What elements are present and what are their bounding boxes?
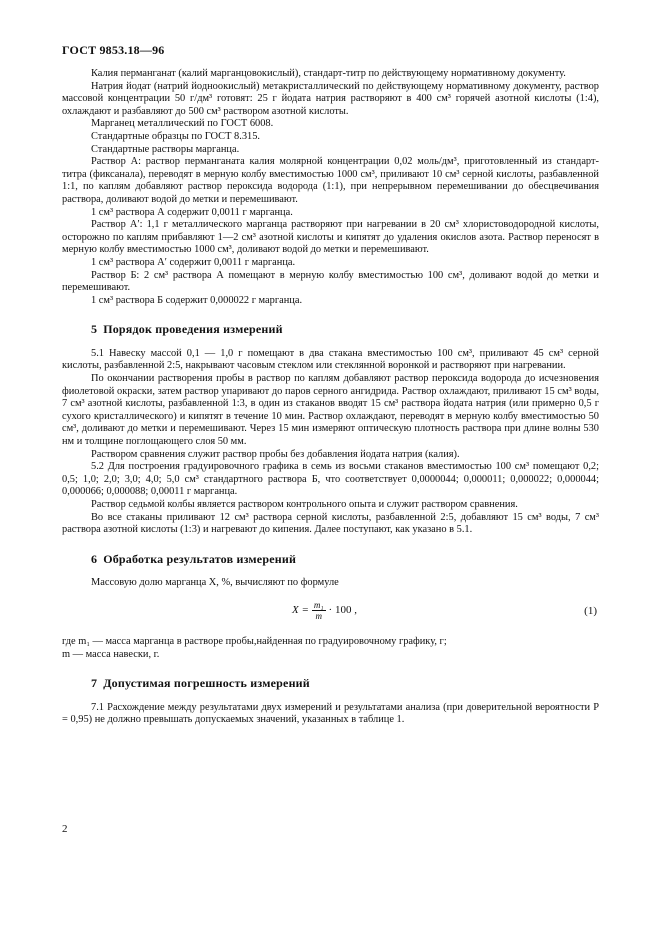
- paragraph: По окончании растворения пробы в раствор по каплям добавляют раствор пероксида водорода до исчезновения фиолетовой окраски, затем раствор упаривают до паров серного ангидрида. Раствор охлаждают, приливают 15 см³ воды, 7 см³ азотной кислоты, разбавленной 1:3, в один из стаканов вводят 15 см³ раствора йодата натрия (или примерно 0,5 г сухого кристаллического) и кипятят в течение 10 мин. Раствор охлаждают, переводят в мерную колбу вместимостью 50 см³, доливают до метки и перемешивают. Через 15 мин измеряют оптическую плотность раствора при длине волны 530 нм и толщине поглощающего слоя 50 мм.: [62, 373, 599, 448]
- paragraph: Массовую долю марганца X, %, вычисляют по формуле: [91, 577, 339, 589]
- section-title: Обработка результатов измерений: [103, 551, 297, 566]
- where-line: m — масса навески, г.: [62, 648, 160, 660]
- formula-block: [62, 598, 599, 626]
- paragraph: Калия перманганат (калий марганцовокислый), стандарт-титр по действующему нормативному документу.: [91, 68, 566, 79]
- paragraph: 7.1 Расхождение между результатами двух измерений и результатами анализа (при доверительной вероятности P = 0,95) не должно превышать допускаемых значений, указанных в таблице 1.: [62, 701, 599, 726]
- formula-rhs: · 100 ,: [328, 604, 357, 617]
- paragraph: Раствором сравнения служит раствор пробы без добавления йодата натрия (калия).: [91, 448, 460, 460]
- formula-denominator: m: [315, 610, 322, 621]
- section-title: Допустимая погрешность измерений: [103, 676, 310, 691]
- paragraph: Марганец металлический по ГОСТ 6008.: [91, 118, 274, 130]
- paragraph: Раствор Б: 2 см³ раствора А помещают в мерную колбу вместимостью 100 см³, доливают водой до метки и перемешивают.: [62, 269, 599, 294]
- formula-expression: [292, 600, 357, 621]
- paragraph: Раствор А′: 1,1 г металлического марганца растворяют при нагревании в 20 см³ хлористоводородной кислоты, осторожно по каплям прибавляют 1—2 см³ азотной кислоты и кипятят до удаления окислов азота. Раствор переносят в мерную колбу вместимостью 1000 см³, доливают водой до метки и перемешивают.: [62, 219, 599, 256]
- paragraph: 1 см³ раствора Б содержит 0,000022 г марганца.: [91, 294, 303, 306]
- paragraph: Раствор А: раствор перманганата калия молярной концентрации 0,02 моль/дм³, приготовленный из стандарт-титра (фиксанала), переводят в мерную колбу вместимостью 1000 см³, приливают 10 см³ серной кислоты, разбавленной 1:1, по каплям добавляют раствор пероксида водорода (1:1), при непрерывном перемешивании до обесцвечивания раствора, доливают водой до метки и перемешивают.: [62, 156, 599, 205]
- where-line: где m₁ — масса марганца в растворе пробы,найденная по градуировочному графику, г;: [62, 635, 447, 647]
- section-title: Порядок проведения измерений: [103, 322, 283, 337]
- paragraph: Стандартные образцы по ГОСТ 8.315.: [91, 130, 260, 142]
- section-number: 6: [91, 551, 98, 566]
- section-number: 7: [91, 676, 98, 691]
- section-5-heading: [62, 323, 599, 336]
- paragraph: 1 см³ раствора А′ содержит 0,0011 г марганца.: [91, 256, 296, 268]
- section-number: 5: [91, 322, 98, 337]
- page-number: 2: [62, 823, 68, 835]
- paragraph: 1 см³ раствора А содержит 0,0011 г марганца.: [91, 206, 293, 218]
- paragraph: Стандартные растворы марганца.: [91, 143, 240, 155]
- section-7-heading: [62, 677, 599, 690]
- formula-number: (1): [584, 604, 597, 617]
- document-body: [62, 68, 599, 727]
- paragraph: Во все стаканы приливают 12 см³ раствора серной кислоты, разбавленной 2:5, добавляют 15 см³ воды, 7 см³ раствора азотной кислоты (1:3) и нагревают до кипения. Далее поступают, как указано в 5.1.: [62, 511, 599, 536]
- formula-numerator: m₁: [313, 599, 324, 610]
- section-6-heading: [62, 553, 599, 566]
- formula-lhs: X =: [292, 604, 309, 617]
- paragraph: Раствор седьмой колбы является раствором контрольного опыта и служит раствором сравнения.: [91, 499, 518, 510]
- paragraph: Натрия йодат (натрий йодноокислый) метакристаллический по действующему нормативному документу, раствор массовой концентрации 50 г/дм³ готовят: 25 г йодата натрия растворяют в 400 см³ горячей азотной кислоты (1:4), охлаждают и разбавляют до 500 см³ раствором азотной кислоты.: [62, 80, 599, 117]
- document-header: ГОСТ 9853.18—96: [62, 43, 165, 57]
- paragraph: 5.1 Навеску массой 0,1 — 1,0 г помещают в два стакана вместимостью 100 см³, приливают 45 см³ серной кислоты, разбавленной 2:5, накрывают часовым стеклом или стеклянной воронкой и растворяют при нагревании.: [62, 347, 599, 372]
- paragraph: 5.2 Для построения градуировочного графика в семь из восьми стаканов вместимостью 100 см³ помещают 0,2; 0,5; 1,0; 2,0; 3,0; 4,0; 5,0 см³ стандартного раствора Б, что соответствует 0,0000044; 0,000011; 0,000022; 0,000044; 0,000066; 0,000088; 0,00011 г марганца.: [62, 461, 599, 498]
- formula-fraction: [312, 600, 326, 621]
